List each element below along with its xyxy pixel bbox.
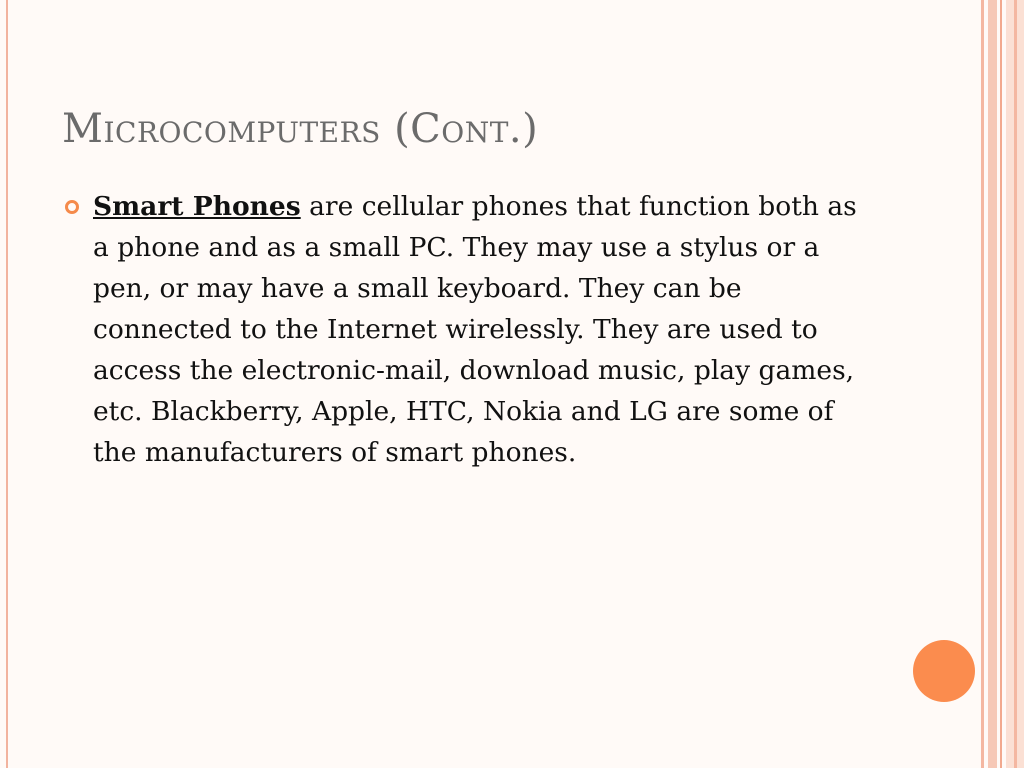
right-stripe <box>1000 0 1002 768</box>
orange-circle-decoration <box>913 640 975 702</box>
right-stripe <box>1014 0 1017 768</box>
right-stripe <box>981 0 984 768</box>
left-border-line <box>6 0 8 768</box>
slide-content <box>60 186 880 473</box>
bullet-item <box>60 186 880 473</box>
right-stripe <box>988 0 997 768</box>
bullet-text <box>93 186 880 473</box>
slide-title: Microcomputers (Cont.) <box>62 106 539 152</box>
bullet-body: are cellular phones that function both as a phone and as a small PC. They may use a stylus or a pen, or may have a small keyboard. They can be connected to the Internet wirelessly. They are used to access the electronic-mail, download music, play games, etc. Blackberry, Apple, HTC, Nokia and LG are some of the manufacturers of smart phones. <box>93 191 857 468</box>
bullet-term: Smart Phones <box>93 191 301 222</box>
bullet-ring-icon <box>65 200 79 214</box>
